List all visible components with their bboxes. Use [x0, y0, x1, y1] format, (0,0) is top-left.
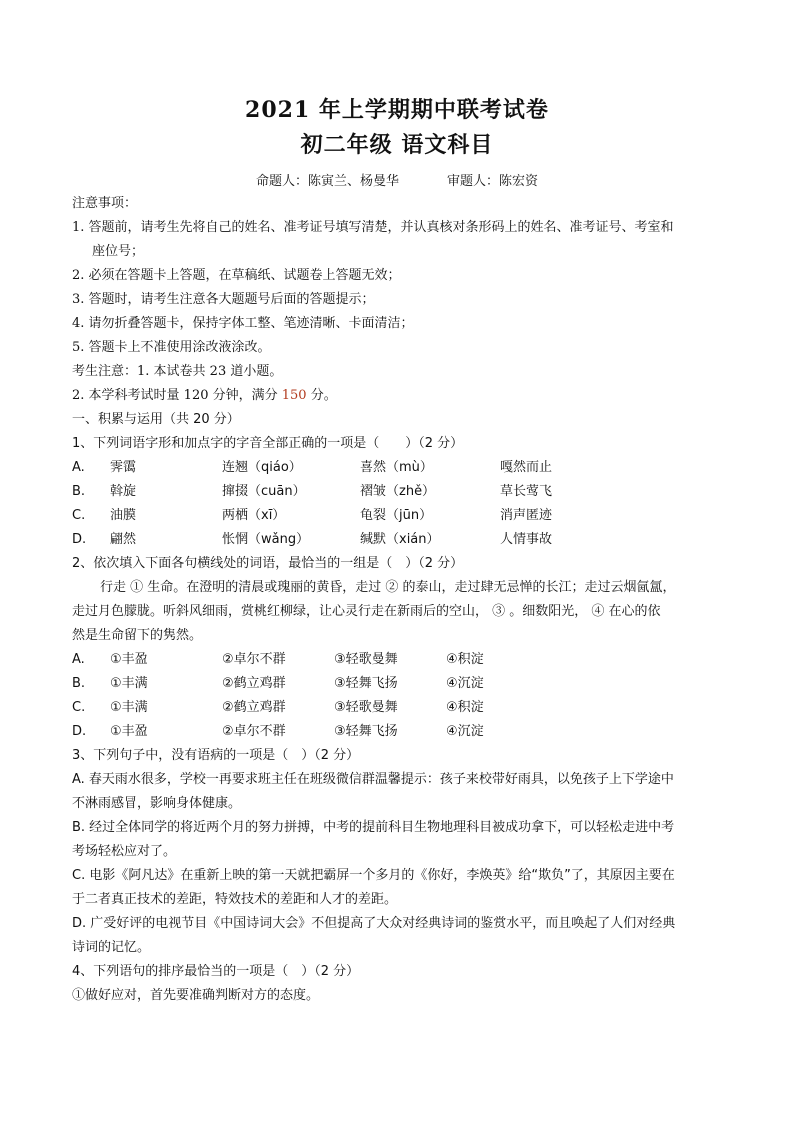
option-word: 斡旋 — [110, 484, 137, 499]
question-3-option: 于二者真正技术的差距，特效技术的差距和人才的差距。 — [72, 892, 398, 907]
option-word: 两栖（xī） — [222, 508, 286, 523]
notice-item: 2. 必须在答题卡上答题，在草稿纸、试题卷上答题无效； — [72, 268, 401, 283]
question-2-option — [72, 648, 724, 672]
option-word: 油膜 — [110, 508, 137, 523]
option-word: 连翘（qiáo） — [222, 460, 302, 475]
exam-subtitle: 初二年级 语文科目 — [300, 132, 494, 158]
option-word: 霁霭 — [110, 460, 137, 475]
question-1-option — [72, 504, 724, 528]
option-word: 翩然 — [110, 532, 137, 547]
option-word: 消声匿迹 — [500, 508, 553, 523]
question-2-option — [72, 720, 724, 744]
option-word: ①丰满 — [110, 700, 148, 715]
option-word: 龟裂（jūn） — [360, 508, 433, 523]
notice-item: 座位号； — [92, 244, 145, 259]
option-word: 喜然（mù） — [360, 460, 433, 475]
option-label: D. — [72, 532, 87, 547]
attention-line-2 — [72, 384, 724, 408]
option-word: ②鹤立鸡群 — [222, 676, 286, 691]
question-1-option — [72, 528, 724, 552]
question-4-stem: 4、下列语句的排序最恰当的一项是（ ）（2 分） — [72, 964, 360, 979]
question-3-option: C. 电影《阿凡达》在重新上映的第一天就把霸屏一个多月的《你好，李焕英》给“欺负”了，其原因主要在 — [72, 868, 675, 883]
option-word: ②卓尔不群 — [222, 652, 286, 667]
question-3-option: 考场轻松应对了。 — [72, 844, 177, 859]
question-2-passage: 行走 ① 生命。在澄明的清晨或瑰丽的黄昏，走过 ② 的泰山，走过肆无忌惮的长江；走过云烟氤氲， — [100, 580, 676, 595]
notice-item: 3. 答题时，请考生注意各大题题号后面的答题提示； — [72, 292, 375, 307]
full-score: 150 — [281, 388, 307, 403]
attention-line: 考生注意：1. 本试卷共 23 道小题。 — [72, 364, 283, 379]
question-3-option: 不淋雨感冒，影响身体健康。 — [72, 796, 242, 811]
notice-item: 4. 请勿折叠答题卡，保持字体工整、笔迹清晰、卡面清洁； — [72, 316, 414, 331]
attention-text-end: 分。 — [306, 388, 337, 403]
question-2-passage: 走过月色朦胧。听斜风细雨，赏桃红柳绿，让心灵行走在新雨后的空山， ③ 。细数阳光， ④ 在心的依 — [72, 604, 661, 619]
option-word: ②鹤立鸡群 — [222, 700, 286, 715]
option-word: ④沉淀 — [446, 724, 484, 739]
option-word: ③轻舞飞扬 — [334, 676, 398, 691]
question-3-stem: 3、下列句子中，没有语病的一项是（ ）（2 分） — [72, 748, 360, 763]
option-word: ①丰满 — [110, 676, 148, 691]
option-label: A. — [72, 460, 85, 475]
option-word: ④积淀 — [446, 652, 484, 667]
option-word: ③轻歌曼舞 — [334, 700, 398, 715]
option-word: 怅惘（wǎng） — [222, 532, 310, 547]
option-label: A. — [72, 652, 85, 667]
option-word: 撺掇（cuān） — [222, 484, 306, 499]
question-3-option: D. 广受好评的电视节目《中国诗词大会》不但提高了大众对经典诗词的鉴赏水平，而且唤起了人们对经典 — [72, 916, 676, 931]
attention-text: 2. 本学科考试时量 120 分钟，满分 — [72, 388, 282, 403]
question-2-option — [72, 672, 724, 696]
question-4-line: ①做好应对，首先要准确判断对方的态度。 — [72, 988, 320, 1003]
question-1-option — [72, 456, 724, 480]
question-3-option: 诗词的记忆。 — [72, 940, 151, 955]
option-word: ④积淀 — [446, 700, 484, 715]
option-word: ①丰盈 — [110, 724, 148, 739]
notice-item: 1. 答题前，请考生先将自己的姓名、准考证号填写清楚，并认真核对条形码上的姓名、准考证号、考室和 — [72, 220, 674, 235]
option-word: 人情事故 — [500, 532, 553, 547]
option-label: B. — [72, 676, 86, 691]
question-3-option: B. 经过全体同学的将近两个月的努力拼搏，中考的提前科目生物地理科目被成功拿下，可以轻松走进中考 — [72, 820, 675, 835]
option-label: C. — [72, 700, 86, 715]
question-2-option — [72, 696, 724, 720]
question-1-stem: 1、下列词语字形和加点字的字音全部正确的一项是（ ）（2 分） — [72, 436, 464, 451]
exam-title: 2021 年上学期期中联考试卷 — [245, 97, 549, 123]
question-2-stem: 2、依次填入下面各句横线处的词语，最恰当的一组是（ ）（2 分） — [72, 556, 464, 571]
notice-item: 5. 答题卡上不准使用涂改液涂改。 — [72, 340, 271, 355]
option-word: ②卓尔不群 — [222, 724, 286, 739]
reviewer: 审题人：陈宏资 — [447, 174, 539, 189]
option-word: 缄默（xián） — [360, 532, 440, 547]
option-word: ④沉淀 — [446, 676, 484, 691]
option-word: ①丰盈 — [110, 652, 148, 667]
option-word: ③轻歌曼舞 — [334, 652, 398, 667]
question-3-option: A. 春天雨水很多，学校一再要求班主任在班级微信群温馨提示：孩子来校带好雨具，以免孩子上下学途中 — [72, 772, 674, 787]
option-label: B. — [72, 484, 86, 499]
notice-heading: 注意事项： — [72, 196, 138, 211]
option-word: 草长莺飞 — [500, 484, 553, 499]
exam-body — [72, 192, 724, 1008]
authors-line — [0, 170, 794, 189]
option-word: 嘎然而止 — [500, 460, 553, 475]
section-heading: 一、积累与运用（共 20 分） — [72, 412, 240, 427]
question-2-passage: 然是生命留下的隽然。 — [72, 628, 203, 643]
question-1-option — [72, 480, 724, 504]
option-label: D. — [72, 724, 87, 739]
option-label: C. — [72, 508, 86, 523]
option-word: 褶皱（zhě） — [360, 484, 436, 499]
option-word: ③轻舞飞扬 — [334, 724, 398, 739]
setters: 命题人：陈寅兰、杨曼华 — [255, 174, 399, 189]
